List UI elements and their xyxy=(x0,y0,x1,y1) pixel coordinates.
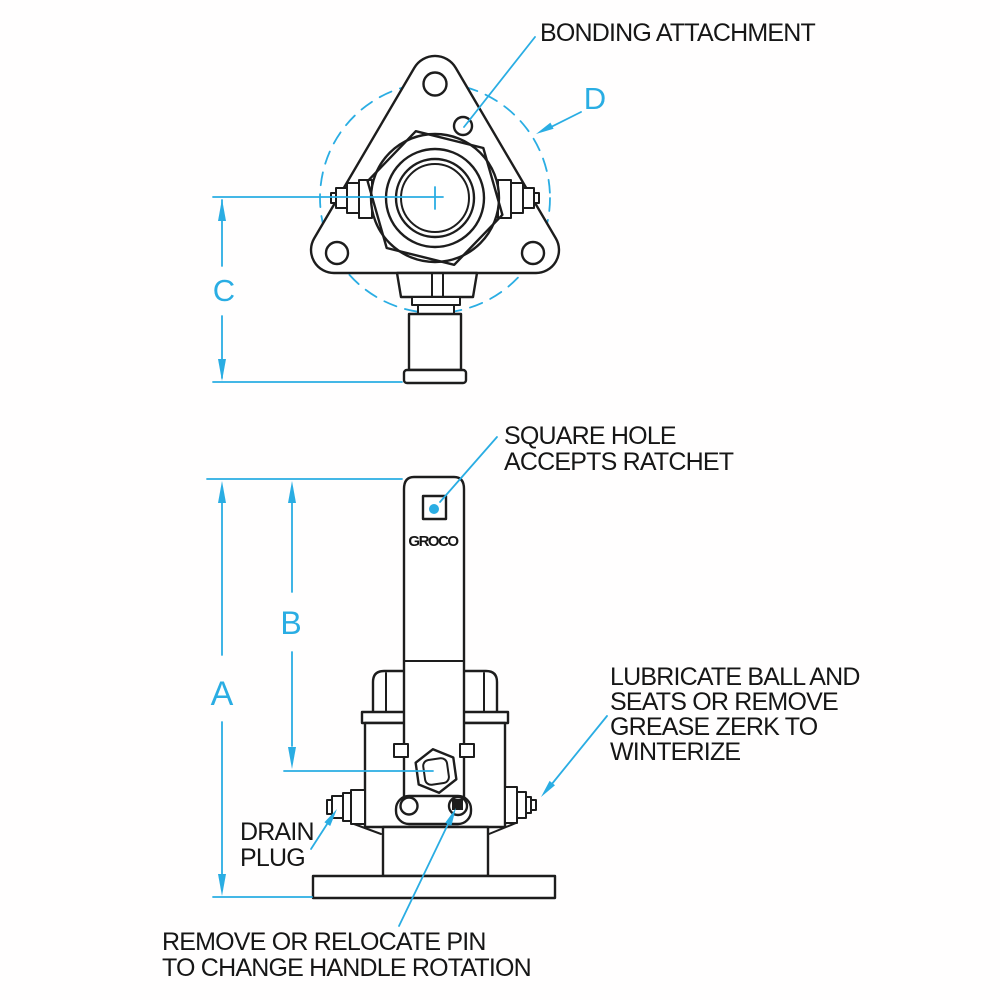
top-view xyxy=(213,56,559,383)
drain-boss xyxy=(351,790,365,824)
callout-drain xyxy=(240,809,337,872)
square-hole-label-2: ACCEPTS RATCHET xyxy=(504,448,734,476)
handle-endcap-top-view xyxy=(404,370,466,383)
square-hole-label-1: SQUARE HOLE xyxy=(504,422,676,450)
brand-logo: GROCO xyxy=(408,533,458,550)
bonding-label: BONDING ATTACHMENT xyxy=(540,19,815,47)
remove-pin-label-2: TO CHANGE HANDLE ROTATION xyxy=(162,954,531,982)
right-bolt-washer xyxy=(511,183,523,213)
stem-step-1 xyxy=(412,297,460,305)
right-bolt-head xyxy=(523,188,534,208)
right-bolt-tip xyxy=(534,193,539,203)
left-bolt-tip xyxy=(331,193,336,203)
remove-pin-label-1: REMOVE OR RELOCATE PIN xyxy=(162,928,486,956)
handle-top-view xyxy=(409,314,461,370)
dim-c-arrow-down xyxy=(218,359,226,381)
drain-label-1: DRAIN xyxy=(240,818,314,846)
body-tab-right xyxy=(460,744,474,757)
dim-d-arrow xyxy=(536,123,554,134)
dim-b-arrow-down xyxy=(288,747,296,769)
handle-pin xyxy=(452,799,463,810)
lubricate-label-1: LUBRICATE BALL AND xyxy=(610,663,860,691)
front-view xyxy=(313,477,555,898)
callout-lubricate xyxy=(541,663,860,797)
pivot-hole-left xyxy=(401,798,418,815)
dim-c-arrow-up xyxy=(218,199,226,221)
dim-c-label: C xyxy=(212,273,236,308)
lubricate-label-3: GREASE ZERK TO xyxy=(610,713,818,741)
dim-b-label: B xyxy=(280,605,302,641)
callout-bonding xyxy=(464,19,815,127)
drain-label-2: PLUG xyxy=(240,844,305,872)
dim-a-arrow-up xyxy=(218,481,226,503)
square-hole-dot xyxy=(429,504,439,514)
zerk-hex xyxy=(517,792,526,818)
dim-b-arrow-up xyxy=(288,481,296,503)
drain-plug-tip xyxy=(327,800,332,814)
dim-d-label: D xyxy=(583,81,607,116)
callout-d xyxy=(536,81,606,134)
lubricate-label-2: SEATS OR REMOVE xyxy=(610,688,838,716)
base-flange-plate xyxy=(313,876,555,898)
top-neck xyxy=(397,273,477,297)
body-tab-left xyxy=(394,744,408,757)
left-bolt-head xyxy=(336,188,347,208)
zerk-boss xyxy=(505,787,517,823)
stem-step-2 xyxy=(418,305,454,314)
callout-square-hole xyxy=(440,422,734,502)
dim-a-label: A xyxy=(210,675,234,713)
lubricate-label-4: WINTERIZE xyxy=(610,738,741,766)
left-bolt-washer xyxy=(347,183,359,213)
zerk-tip xyxy=(531,800,536,810)
drain-washer xyxy=(343,793,351,821)
dim-a-arrow-down xyxy=(218,874,226,896)
